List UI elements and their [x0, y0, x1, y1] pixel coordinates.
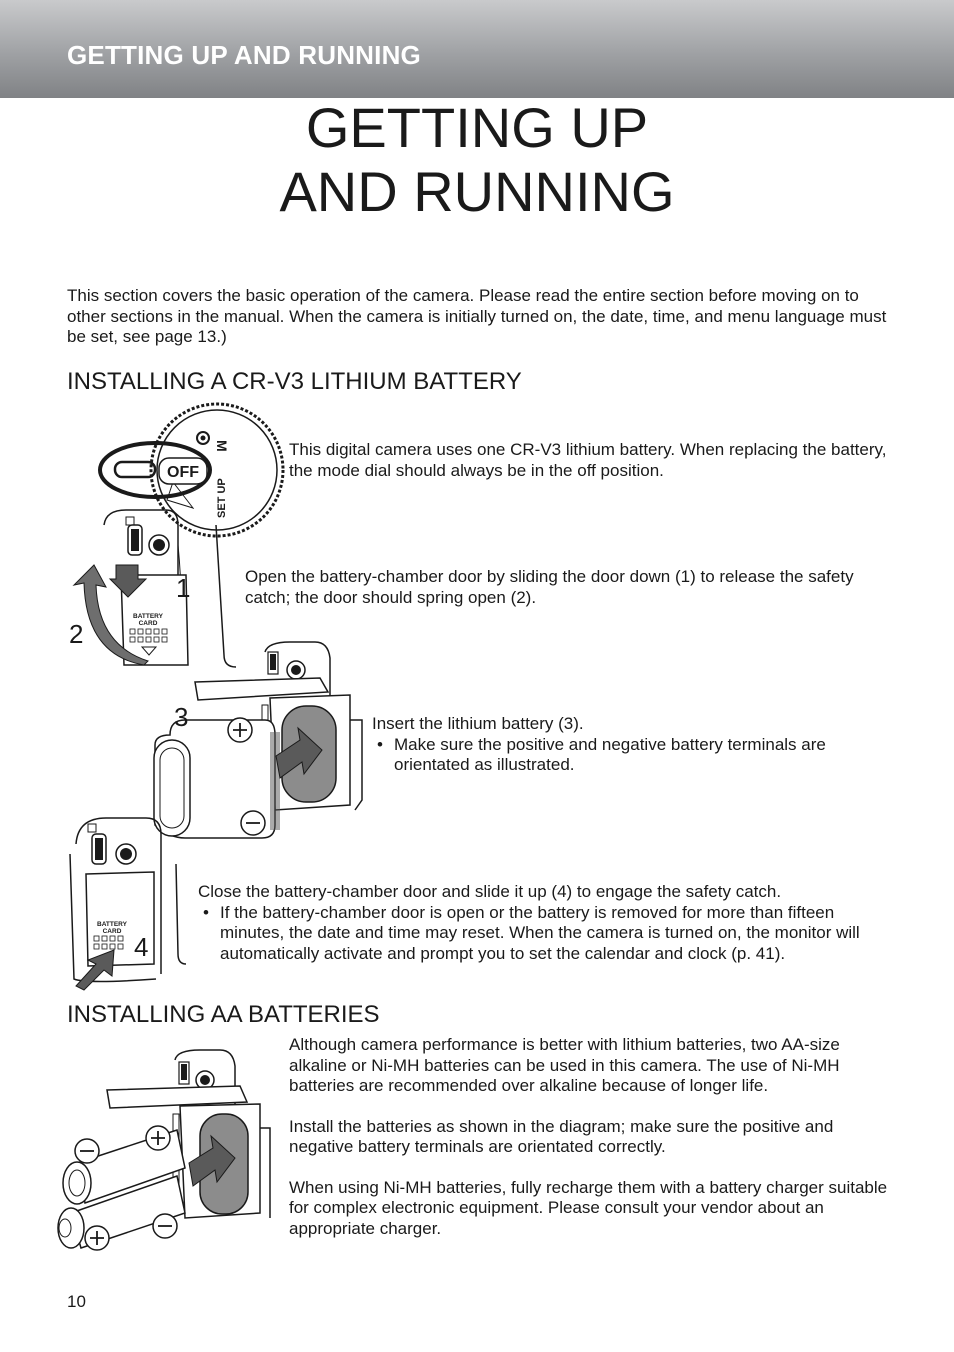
insert-battery-illustration: [150, 640, 365, 840]
close-door-illustration: [66, 814, 196, 989]
step-open-text: Open the battery-chamber door by sliding the door down (1) to release the safety catch; the door should spring open (2).: [245, 567, 854, 607]
step-number-1: 1: [176, 573, 191, 603]
aa-heading: INSTALLING AA BATTERIES: [67, 1001, 380, 1028]
step-close-text: Close the battery-chamber door and slide it up (4) to engage the safety catch.: [198, 882, 782, 901]
step-insert-block: [372, 714, 872, 776]
aa-text-block: [289, 1035, 889, 1239]
door-label-line1-b: BATTERY: [97, 921, 127, 928]
section-header-band: [0, 0, 954, 98]
dial-off-label: OFF: [167, 464, 199, 481]
aa-paragraph-2: Install the batteries as shown in the diagram; make sure the positive and negative battery terminals are orientated correctly.: [289, 1116, 834, 1156]
page-title-line2: AND RUNNING: [279, 160, 675, 223]
page-title: [0, 96, 954, 224]
door-label-line1: BATTERY: [133, 613, 163, 620]
intro-paragraph: This section covers the basic operation of the camera. Please read the entire section before moving on to other sections in the manual. When the camera is initially turned on, the date, time, and menu language must be set, see page 13.): [67, 286, 887, 346]
door-label-line2: CARD: [138, 620, 158, 627]
step-close-block: [198, 882, 888, 964]
bullet-glyph: •: [377, 734, 383, 754]
step-insert-text: Insert the lithium battery (3).: [372, 714, 584, 733]
aa-batteries-illustration: [55, 1048, 275, 1253]
dial-setup-label: SET UP: [216, 478, 228, 518]
step-close-bullet-text: If the battery-chamber door is open or the battery is removed for more than fifteen minutes, the date and time may reset. When the camera is turned on, the monitor will automatically activate and prompt you to set the calendar and clock (p. 41).: [220, 902, 860, 963]
step-number-3: 3: [174, 702, 189, 732]
step-insert-bullet-text: Make sure the positive and negative battery terminals are orientated as illustrated.: [394, 734, 826, 774]
page-title-line1: GETTING UP: [305, 96, 649, 159]
step-insert-bullet: [372, 735, 872, 776]
door-label-line2-b: CARD: [102, 928, 122, 935]
aa-paragraph-1: Although camera performance is better with lithium batteries, two AA-size alkaline or Ni-MH batteries can be used in this camera. The use of Ni-MH batteries are recommended over alkaline because of longer life.: [289, 1035, 840, 1095]
aa-paragraph-3: When using Ni-MH batteries, fully recharge them with a battery charger suitable for complex electronic equipment. Please consult your vendor about an appropriate charger.: [289, 1177, 888, 1238]
step-number-2: 2: [69, 619, 84, 649]
step-close-bullet: [198, 903, 888, 965]
dial-m-label: M: [214, 440, 230, 452]
cr-v3-heading: INSTALLING A CR-V3 LITHIUM BATTERY: [67, 368, 522, 395]
bullet-glyph: •: [203, 902, 209, 922]
step-number-4: 4: [134, 932, 149, 962]
section-label: GETTING UP AND RUNNING: [67, 40, 421, 70]
page-number: 10: [67, 1292, 86, 1311]
step-off-text: This digital camera uses one CR-V3 lithium battery. When replacing the battery, the mode dial should always be in the off position.: [289, 440, 887, 480]
